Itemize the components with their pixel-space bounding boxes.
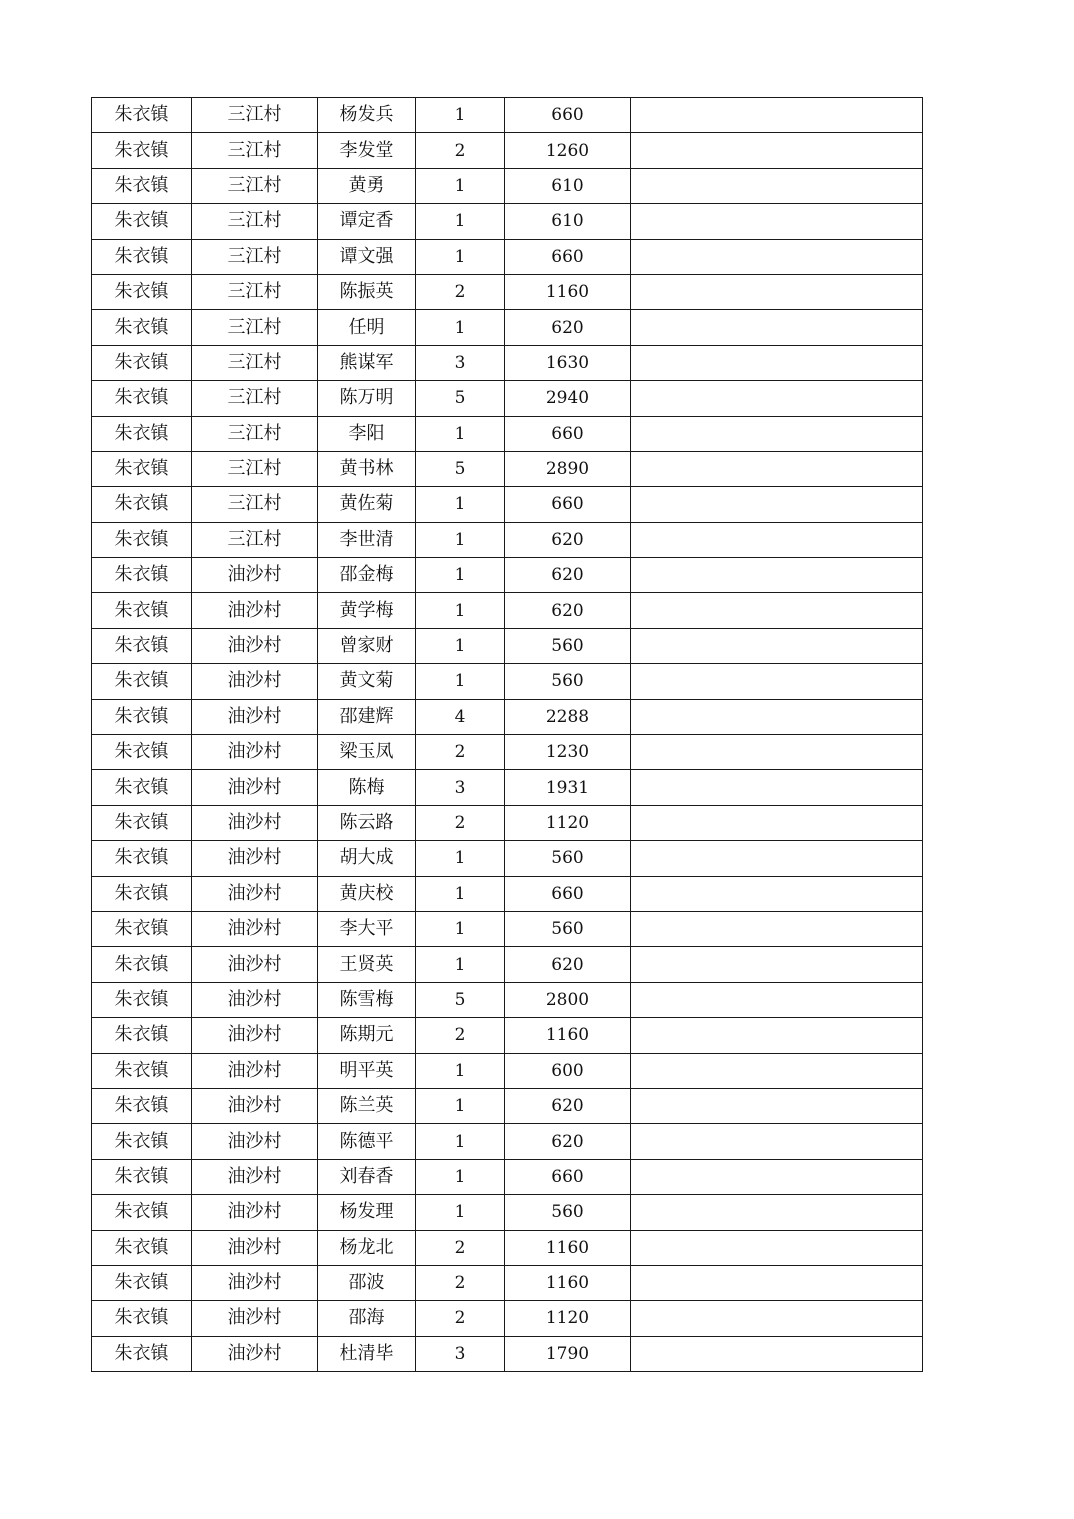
village-cell: 油沙村: [192, 593, 318, 628]
name-cell: 李大平: [318, 911, 416, 946]
remark-cell: [631, 345, 923, 380]
village-cell: 三江村: [192, 168, 318, 203]
remark-cell: [631, 1159, 923, 1194]
name-cell: 曾家财: [318, 628, 416, 663]
town-cell: 朱衣镇: [92, 664, 192, 699]
village-cell: 油沙村: [192, 770, 318, 805]
remark-cell: [631, 133, 923, 168]
town-cell: 朱衣镇: [92, 841, 192, 876]
count-cell: 4: [416, 699, 505, 734]
count-cell: 1: [416, 1053, 505, 1088]
remark-cell: [631, 416, 923, 451]
table-row: [92, 98, 923, 133]
remark-cell: [631, 770, 923, 805]
name-cell: 杜清毕: [318, 1336, 416, 1371]
table-body: [92, 98, 923, 1372]
village-cell: 油沙村: [192, 1088, 318, 1123]
table-row: [92, 1195, 923, 1230]
table-row: [92, 274, 923, 309]
village-cell: 油沙村: [192, 805, 318, 840]
name-cell: 陈兰英: [318, 1088, 416, 1123]
town-cell: 朱衣镇: [92, 1018, 192, 1053]
count-cell: 1: [416, 416, 505, 451]
amount-cell: 610: [505, 168, 631, 203]
remark-cell: [631, 1053, 923, 1088]
village-cell: 三江村: [192, 451, 318, 486]
count-cell: 3: [416, 345, 505, 380]
name-cell: 黄勇: [318, 168, 416, 203]
remark-cell: [631, 628, 923, 663]
count-cell: 2: [416, 1265, 505, 1300]
town-cell: 朱衣镇: [92, 133, 192, 168]
amount-cell: 1790: [505, 1336, 631, 1371]
name-cell: 陈期元: [318, 1018, 416, 1053]
count-cell: 1: [416, 98, 505, 133]
count-cell: 2: [416, 274, 505, 309]
count-cell: 1: [416, 558, 505, 593]
town-cell: 朱衣镇: [92, 345, 192, 380]
village-cell: 三江村: [192, 381, 318, 416]
amount-cell: 1160: [505, 1018, 631, 1053]
data-table: [91, 97, 923, 1372]
name-cell: 邵波: [318, 1265, 416, 1300]
amount-cell: 560: [505, 1195, 631, 1230]
town-cell: 朱衣镇: [92, 911, 192, 946]
table-row: [92, 381, 923, 416]
table-row: [92, 841, 923, 876]
village-cell: 油沙村: [192, 1265, 318, 1300]
count-cell: 1: [416, 168, 505, 203]
remark-cell: [631, 522, 923, 557]
table-row: [92, 699, 923, 734]
amount-cell: 620: [505, 310, 631, 345]
amount-cell: 600: [505, 1053, 631, 1088]
name-cell: 杨龙北: [318, 1230, 416, 1265]
amount-cell: 560: [505, 664, 631, 699]
table-row: [92, 451, 923, 486]
name-cell: 陈振英: [318, 274, 416, 309]
remark-cell: [631, 911, 923, 946]
table-row: [92, 345, 923, 380]
count-cell: 1: [416, 593, 505, 628]
table-row: [92, 911, 923, 946]
name-cell: 陈雪梅: [318, 982, 416, 1017]
name-cell: 李阳: [318, 416, 416, 451]
count-cell: 1: [416, 1195, 505, 1230]
name-cell: 刘春香: [318, 1159, 416, 1194]
name-cell: 梁玉凤: [318, 735, 416, 770]
count-cell: 1: [416, 947, 505, 982]
name-cell: 陈德平: [318, 1124, 416, 1159]
amount-cell: 2890: [505, 451, 631, 486]
remark-cell: [631, 1088, 923, 1123]
village-cell: 油沙村: [192, 628, 318, 663]
count-cell: 5: [416, 381, 505, 416]
town-cell: 朱衣镇: [92, 204, 192, 239]
town-cell: 朱衣镇: [92, 558, 192, 593]
village-cell: 三江村: [192, 345, 318, 380]
remark-cell: [631, 381, 923, 416]
remark-cell: [631, 805, 923, 840]
remark-cell: [631, 841, 923, 876]
village-cell: 油沙村: [192, 947, 318, 982]
village-cell: 油沙村: [192, 1301, 318, 1336]
remark-cell: [631, 593, 923, 628]
town-cell: 朱衣镇: [92, 1301, 192, 1336]
table-row: [92, 982, 923, 1017]
remark-cell: [631, 98, 923, 133]
table-row: [92, 876, 923, 911]
table-row: [92, 1053, 923, 1088]
village-cell: 油沙村: [192, 1053, 318, 1088]
count-cell: 3: [416, 770, 505, 805]
name-cell: 黄文菊: [318, 664, 416, 699]
amount-cell: 560: [505, 911, 631, 946]
amount-cell: 1160: [505, 1265, 631, 1300]
remark-cell: [631, 274, 923, 309]
village-cell: 三江村: [192, 522, 318, 557]
count-cell: 2: [416, 1230, 505, 1265]
amount-cell: 660: [505, 98, 631, 133]
table-row: [92, 1018, 923, 1053]
table-row: [92, 593, 923, 628]
name-cell: 邵建辉: [318, 699, 416, 734]
table-row: [92, 487, 923, 522]
remark-cell: [631, 982, 923, 1017]
name-cell: 陈万明: [318, 381, 416, 416]
count-cell: 1: [416, 876, 505, 911]
town-cell: 朱衣镇: [92, 239, 192, 274]
amount-cell: 1120: [505, 1301, 631, 1336]
town-cell: 朱衣镇: [92, 168, 192, 203]
name-cell: 黄书林: [318, 451, 416, 486]
town-cell: 朱衣镇: [92, 274, 192, 309]
town-cell: 朱衣镇: [92, 416, 192, 451]
remark-cell: [631, 168, 923, 203]
name-cell: 黄学梅: [318, 593, 416, 628]
amount-cell: 1630: [505, 345, 631, 380]
remark-cell: [631, 735, 923, 770]
amount-cell: 2940: [505, 381, 631, 416]
town-cell: 朱衣镇: [92, 451, 192, 486]
name-cell: 杨发理: [318, 1195, 416, 1230]
amount-cell: 1931: [505, 770, 631, 805]
table-row: [92, 558, 923, 593]
count-cell: 1: [416, 239, 505, 274]
town-cell: 朱衣镇: [92, 770, 192, 805]
count-cell: 1: [416, 1088, 505, 1123]
village-cell: 油沙村: [192, 982, 318, 1017]
count-cell: 2: [416, 1301, 505, 1336]
name-cell: 谭定香: [318, 204, 416, 239]
amount-cell: 2288: [505, 699, 631, 734]
village-cell: 油沙村: [192, 1124, 318, 1159]
town-cell: 朱衣镇: [92, 522, 192, 557]
town-cell: 朱衣镇: [92, 1159, 192, 1194]
village-cell: 三江村: [192, 239, 318, 274]
remark-cell: [631, 310, 923, 345]
amount-cell: 620: [505, 522, 631, 557]
amount-cell: 660: [505, 416, 631, 451]
amount-cell: 620: [505, 947, 631, 982]
town-cell: 朱衣镇: [92, 876, 192, 911]
remark-cell: [631, 239, 923, 274]
amount-cell: 620: [505, 1124, 631, 1159]
village-cell: 三江村: [192, 310, 318, 345]
village-cell: 三江村: [192, 133, 318, 168]
table-row: [92, 239, 923, 274]
town-cell: 朱衣镇: [92, 593, 192, 628]
remark-cell: [631, 558, 923, 593]
amount-cell: 1230: [505, 735, 631, 770]
village-cell: 三江村: [192, 98, 318, 133]
amount-cell: 660: [505, 487, 631, 522]
name-cell: 李世清: [318, 522, 416, 557]
count-cell: 1: [416, 522, 505, 557]
village-cell: 三江村: [192, 487, 318, 522]
village-cell: 三江村: [192, 204, 318, 239]
remark-cell: [631, 1336, 923, 1371]
remark-cell: [631, 1265, 923, 1300]
town-cell: 朱衣镇: [92, 1088, 192, 1123]
village-cell: 油沙村: [192, 1195, 318, 1230]
table-row: [92, 1159, 923, 1194]
amount-cell: 660: [505, 876, 631, 911]
name-cell: 黄佐菊: [318, 487, 416, 522]
town-cell: 朱衣镇: [92, 805, 192, 840]
name-cell: 黄庆校: [318, 876, 416, 911]
town-cell: 朱衣镇: [92, 1265, 192, 1300]
town-cell: 朱衣镇: [92, 1195, 192, 1230]
town-cell: 朱衣镇: [92, 982, 192, 1017]
remark-cell: [631, 664, 923, 699]
village-cell: 油沙村: [192, 876, 318, 911]
table-row: [92, 770, 923, 805]
remark-cell: [631, 876, 923, 911]
count-cell: 1: [416, 204, 505, 239]
table-row: [92, 628, 923, 663]
town-cell: 朱衣镇: [92, 1336, 192, 1371]
village-cell: 三江村: [192, 416, 318, 451]
remark-cell: [631, 1301, 923, 1336]
name-cell: 熊谋军: [318, 345, 416, 380]
table-row: [92, 133, 923, 168]
count-cell: 5: [416, 982, 505, 1017]
amount-cell: 610: [505, 204, 631, 239]
table-row: [92, 1124, 923, 1159]
town-cell: 朱衣镇: [92, 947, 192, 982]
remark-cell: [631, 1124, 923, 1159]
name-cell: 谭文强: [318, 239, 416, 274]
count-cell: 1: [416, 841, 505, 876]
town-cell: 朱衣镇: [92, 487, 192, 522]
name-cell: 任明: [318, 310, 416, 345]
amount-cell: 1120: [505, 805, 631, 840]
count-cell: 1: [416, 911, 505, 946]
remark-cell: [631, 1195, 923, 1230]
amount-cell: 660: [505, 239, 631, 274]
amount-cell: 620: [505, 1088, 631, 1123]
town-cell: 朱衣镇: [92, 1124, 192, 1159]
table-row: [92, 1088, 923, 1123]
amount-cell: 2800: [505, 982, 631, 1017]
village-cell: 油沙村: [192, 1159, 318, 1194]
amount-cell: 560: [505, 628, 631, 663]
count-cell: 3: [416, 1336, 505, 1371]
count-cell: 1: [416, 628, 505, 663]
amount-cell: 620: [505, 593, 631, 628]
village-cell: 油沙村: [192, 664, 318, 699]
table-row: [92, 416, 923, 451]
count-cell: 1: [416, 1159, 505, 1194]
count-cell: 1: [416, 487, 505, 522]
table-row: [92, 310, 923, 345]
village-cell: 油沙村: [192, 558, 318, 593]
table-row: [92, 805, 923, 840]
town-cell: 朱衣镇: [92, 310, 192, 345]
table-row: [92, 1301, 923, 1336]
amount-cell: 1160: [505, 274, 631, 309]
town-cell: 朱衣镇: [92, 699, 192, 734]
town-cell: 朱衣镇: [92, 628, 192, 663]
name-cell: 陈云路: [318, 805, 416, 840]
remark-cell: [631, 487, 923, 522]
name-cell: 杨发兵: [318, 98, 416, 133]
table-row: [92, 168, 923, 203]
amount-cell: 660: [505, 1159, 631, 1194]
table-row: [92, 204, 923, 239]
count-cell: 2: [416, 805, 505, 840]
count-cell: 2: [416, 1018, 505, 1053]
village-cell: 油沙村: [192, 1230, 318, 1265]
village-cell: 油沙村: [192, 1018, 318, 1053]
amount-cell: 1160: [505, 1230, 631, 1265]
village-cell: 油沙村: [192, 911, 318, 946]
table-row: [92, 947, 923, 982]
table-row: [92, 664, 923, 699]
remark-cell: [631, 699, 923, 734]
town-cell: 朱衣镇: [92, 381, 192, 416]
town-cell: 朱衣镇: [92, 1230, 192, 1265]
name-cell: 邵海: [318, 1301, 416, 1336]
remark-cell: [631, 204, 923, 239]
village-cell: 油沙村: [192, 841, 318, 876]
count-cell: 2: [416, 133, 505, 168]
village-cell: 三江村: [192, 274, 318, 309]
table-row: [92, 522, 923, 557]
remark-cell: [631, 947, 923, 982]
name-cell: 明平英: [318, 1053, 416, 1088]
village-cell: 油沙村: [192, 699, 318, 734]
village-cell: 油沙村: [192, 1336, 318, 1371]
name-cell: 王贤英: [318, 947, 416, 982]
village-cell: 油沙村: [192, 735, 318, 770]
table-row: [92, 735, 923, 770]
town-cell: 朱衣镇: [92, 98, 192, 133]
name-cell: 胡大成: [318, 841, 416, 876]
remark-cell: [631, 1018, 923, 1053]
amount-cell: 560: [505, 841, 631, 876]
count-cell: 1: [416, 310, 505, 345]
table-row: [92, 1265, 923, 1300]
count-cell: 1: [416, 1124, 505, 1159]
count-cell: 5: [416, 451, 505, 486]
table-row: [92, 1336, 923, 1371]
amount-cell: 1260: [505, 133, 631, 168]
name-cell: 陈梅: [318, 770, 416, 805]
town-cell: 朱衣镇: [92, 1053, 192, 1088]
town-cell: 朱衣镇: [92, 735, 192, 770]
count-cell: 1: [416, 664, 505, 699]
count-cell: 2: [416, 735, 505, 770]
remark-cell: [631, 1230, 923, 1265]
amount-cell: 620: [505, 558, 631, 593]
table-row: [92, 1230, 923, 1265]
remark-cell: [631, 451, 923, 486]
name-cell: 李发堂: [318, 133, 416, 168]
name-cell: 邵金梅: [318, 558, 416, 593]
